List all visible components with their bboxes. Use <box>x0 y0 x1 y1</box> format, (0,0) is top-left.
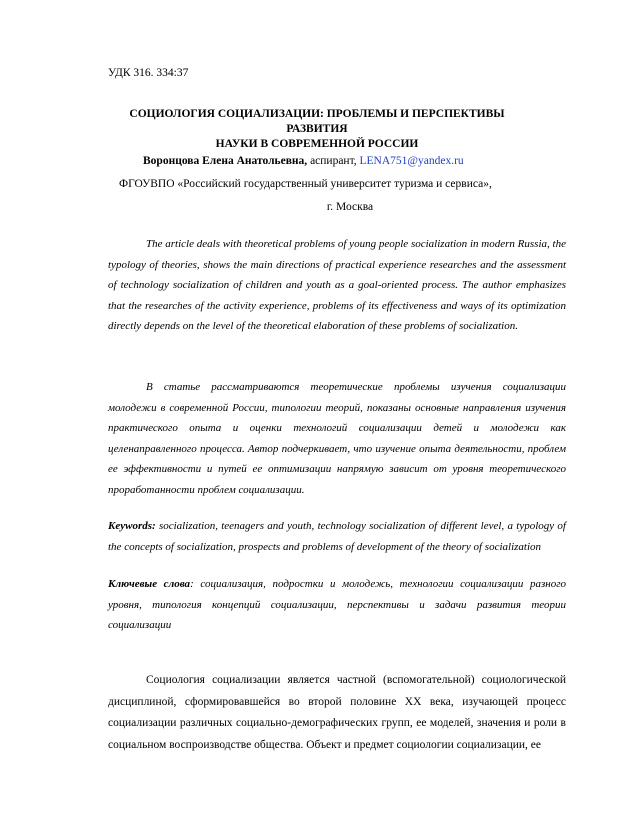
keywords-english <box>108 516 566 557</box>
author-line <box>143 155 464 167</box>
keywords-english-text: socialization, teenagers and youth, technology socialization of different level, a typology of the concepts of socialization, prospects and problems of development of the theory of socialization <box>108 520 566 553</box>
article-title <box>100 107 534 152</box>
udk-code: УДК 316. 334:37 <box>108 67 189 79</box>
title-line-2: НАУКИ В СОВРЕМЕННОЙ РОССИИ <box>215 138 419 150</box>
keywords-russian <box>108 574 566 636</box>
keywords-russian-label: Ключевые слова <box>108 578 191 590</box>
title-line-1: СОЦИОЛОГИЯ СОЦИАЛИЗАЦИИ: ПРОБЛЕМЫ И ПЕРСПЕКТИВЫ РАЗВИТИЯ <box>129 108 505 135</box>
author-name: Воронцова Елена Анатольевна, <box>143 155 308 167</box>
author-organization: ФГОУВПО «Российский государственный университет туризма и сервиса», <box>119 178 492 190</box>
keywords-english-label: Keywords: <box>108 520 156 532</box>
body-paragraph: Социология социализации является частной (вспомогательной) социологической дисциплиной, сформировавшейся во второй половине XX века, изучающей процесс социализации различных социально-демографических групп, ее моделей, значения и роли в социальном воспроизводстве общества. Объект и предмет социологии социализации, ее <box>108 674 566 751</box>
author-email-link[interactable]: LENA751@yandex.ru <box>359 155 464 167</box>
author-role: аспирант, <box>307 155 360 167</box>
abstract-russian: В статье рассматриваются теоретические проблемы изучения социализации молодежи в современной России, типологии теорий, показаны основные направления изучения практического опыта и оценки технологий социализации детей и молодежи как целенаправленного процесса. Автор подчеркивает, что изучение опыта деятельности, проблем ее эффективности и путей ее оптимизации напрямую зависит от уровня теоретического проработанности проблем социализации. <box>108 381 566 496</box>
abstract-english: The article deals with theoretical problems of young people socialization in modern Russia, the typology of theories, shows the main directions of practical experience researches and the assessment of technology socialization of children and youth as a goal-oriented process. The author emphasizes that the researches of the activity experience, problems of its effectiveness and ways of its optimization directly depends on the level of the theoretical elaboration of these problems of socialization. <box>108 238 566 332</box>
author-city: г. Москва <box>326 201 374 213</box>
keywords-russian-text: : социализация, подростки и молодежь, технологии социализации разного уровня, типология концепций социализации, перспективы и задачи развития теории социализации <box>108 578 566 631</box>
